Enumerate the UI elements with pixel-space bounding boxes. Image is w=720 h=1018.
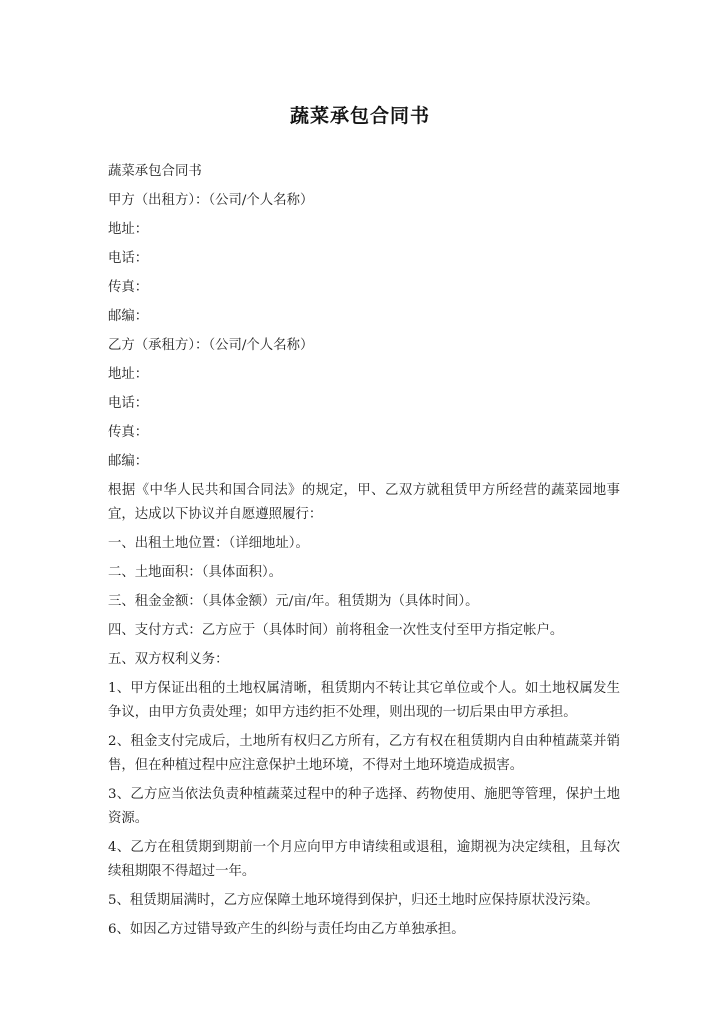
clause-area: 二、土地面积：（具体面积）。 xyxy=(108,565,283,580)
rights-item-6: 6、如因乙方过错导致产生的纠纷与责任均由乙方单独承担。 xyxy=(108,922,465,937)
heading-line: 蔬菜承包合同书 xyxy=(108,164,202,179)
party-a-name: 甲方（出租方）：（公司/个人名称） xyxy=(108,193,314,208)
party-b-fax: 传真： xyxy=(108,425,149,440)
rights-item-2: 2、租金支付完成后，土地所有权归乙方所有，乙方有权在租赁期内自由种植蔬菜并销售，但在种植过程中应注意保护土地环境，不得对土地环境造成损害。 xyxy=(108,734,620,773)
clause-location: 一、出租土地位置：（详细地址）。 xyxy=(108,536,309,551)
document-body xyxy=(108,160,620,947)
rights-item-1: 1、甲方保证出租的土地权属清晰，租赁期内不转让其它单位或个人。如土地权属发生争议，由甲方负责处理；如甲方违约拒不处理，则出现的一切后果由甲方承担。 xyxy=(108,681,620,720)
party-a-fax: 传真： xyxy=(108,280,149,295)
document-title: 蔬菜承包合同书 xyxy=(289,105,430,127)
party-b-phone: 电话： xyxy=(108,396,149,411)
party-b-name: 乙方（承租方）：（公司/个人名称） xyxy=(108,338,314,353)
party-b-postcode: 邮编： xyxy=(108,454,149,469)
clause-rent: 三、租金金额：（具体金额）元/亩/年。租赁期为（具体时间）。 xyxy=(108,594,479,609)
rights-item-5: 5、租赁期届满时，乙方应保障土地环境得到保护，归还土地时应保持原状没污染。 xyxy=(108,893,599,908)
party-a-phone: 电话： xyxy=(108,251,149,266)
party-a-address: 地址： xyxy=(108,222,149,237)
intro-paragraph: 根据《中华人民共和国合同法》的规定，甲、乙双方就租赁甲方所经营的蔬菜园地事宜，达成以下协议并自愿遵照履行： xyxy=(108,483,620,522)
party-b-address: 地址： xyxy=(108,367,149,382)
rights-item-3: 3、乙方应当依法负责种植蔬菜过程中的种子选择、药物使用、施肥等管理，保护土地资源。 xyxy=(108,787,620,826)
clause-rights: 五、双方权利义务： xyxy=(108,652,229,667)
clause-payment: 四、支付方式：乙方应于（具体时间）前将租金一次性支付至甲方指定帐户。 xyxy=(108,623,564,638)
rights-item-4: 4、乙方在租赁期到期前一个月应向甲方申请续租或退租，逾期视为决定续租，且每次续租期限不得超过一年。 xyxy=(108,840,620,879)
party-a-postcode: 邮编： xyxy=(108,309,149,324)
